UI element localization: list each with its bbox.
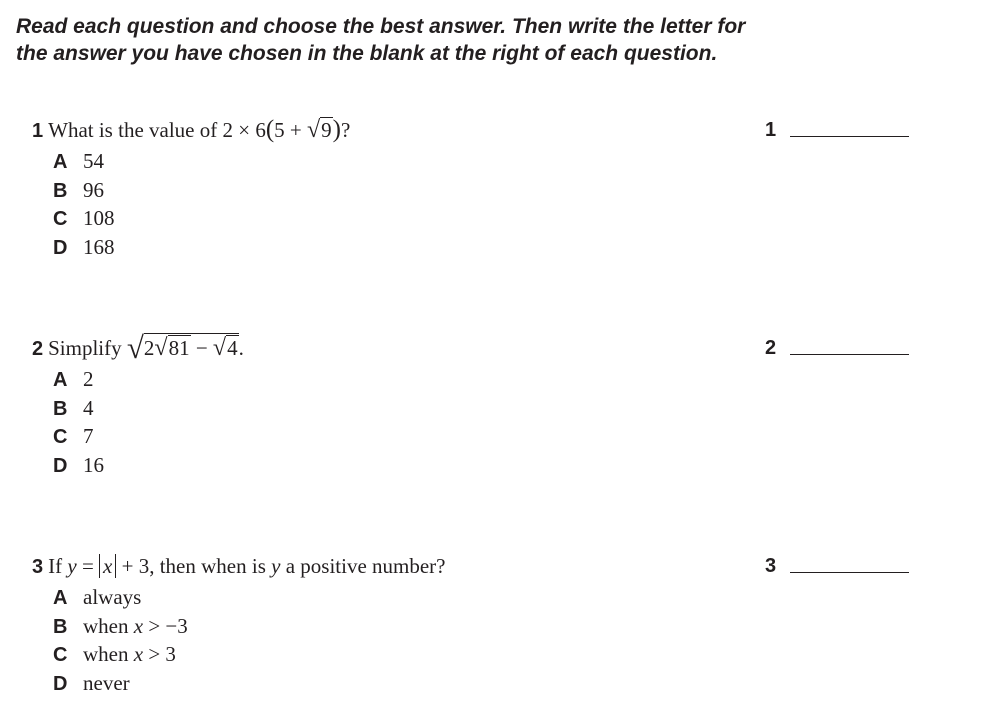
choice-b [53, 176, 115, 205]
choice-a [53, 365, 104, 394]
choice-letter: A [53, 369, 68, 391]
choice-d [53, 233, 115, 262]
choice-text: 16 [83, 453, 104, 478]
coefficient: 2 [143, 336, 155, 360]
choice-c [53, 204, 115, 233]
choice-text: 4 [83, 395, 94, 420]
answer-blank[interactable] [790, 572, 909, 573]
choice-text: 7 [83, 424, 94, 449]
stem-text: + 3, then when is [116, 554, 272, 578]
equals-sign: = [76, 554, 100, 578]
choice-text: 168 [83, 235, 115, 260]
outer-radicand [144, 333, 239, 360]
choice-c [53, 422, 104, 451]
choice-b [53, 394, 104, 423]
question-stem [32, 551, 446, 581]
expression: 5 + [274, 118, 307, 142]
choice-a [53, 583, 188, 612]
answer-number: 2 [765, 337, 777, 359]
choice-a [53, 147, 115, 176]
choice-letter: A [53, 151, 68, 173]
square-root [154, 333, 190, 363]
answer-choices [53, 583, 188, 698]
choice-text: always [83, 585, 142, 609]
choice-letter: B [53, 179, 68, 202]
answer-blank[interactable] [790, 354, 909, 355]
radical-sign: √ [212, 335, 227, 361]
question-stem [32, 330, 244, 365]
radicand: 81 [168, 336, 190, 360]
outer-radical-sign: √ [126, 330, 144, 365]
square-root [213, 333, 239, 363]
stem-text: If [48, 554, 68, 578]
square-root [307, 115, 333, 145]
choice-letter: C [53, 208, 68, 231]
choice-letter: C [53, 644, 68, 667]
variable: x [103, 554, 113, 578]
choice-text: 54 [83, 149, 104, 173]
answer-choices [53, 147, 115, 262]
choice-b [53, 612, 188, 641]
variable: y [67, 554, 77, 578]
choice-letter: C [53, 426, 68, 449]
expression: 2 × 6 [222, 118, 266, 142]
radicand: 9 [321, 118, 332, 142]
choice-text: 96 [83, 177, 104, 202]
choice-d [53, 669, 188, 698]
choice-letter: A [53, 587, 68, 609]
choice-text: 108 [83, 206, 115, 231]
choice-d [53, 451, 104, 480]
choice-text: 2 [83, 367, 94, 391]
choice-letter: B [53, 397, 68, 420]
variable: x [133, 642, 144, 667]
choice-letter: B [53, 615, 68, 638]
choice-text: never [83, 671, 130, 696]
radical-sign: √ [307, 117, 321, 143]
paren-close: ) [332, 116, 341, 143]
minus-sign: − [190, 336, 213, 360]
question-number: 2 [32, 338, 44, 360]
stem-text: Simplify [48, 336, 127, 360]
radicand: 4 [227, 336, 238, 360]
choice-text: > 3 [143, 642, 176, 667]
choice-text: when [83, 613, 134, 638]
choice-c [53, 640, 188, 669]
question-number: 1 [32, 120, 44, 142]
absolute-value [99, 554, 116, 578]
instructions: Read each question and choose the best answer. Then write the letter for the answer you have chosen in the blank at the right of each question. [16, 15, 746, 65]
question-number: 3 [32, 556, 44, 578]
choice-letter: D [53, 455, 68, 478]
choice-letter: D [53, 673, 68, 696]
radical-sign: √ [154, 335, 168, 361]
choice-text: > −3 [143, 613, 188, 638]
variable: y [271, 554, 281, 578]
choice-letter: D [53, 237, 68, 260]
question-stem [32, 115, 350, 145]
stem-suffix: a positive number? [280, 554, 446, 578]
variable: x [133, 613, 144, 638]
answer-number: 1 [765, 119, 777, 141]
stem-text: What is the value of [48, 118, 223, 142]
paren-open: ( [265, 116, 275, 143]
answer-blank[interactable] [790, 136, 909, 137]
choice-text: when [83, 642, 134, 667]
answer-choices [53, 365, 104, 480]
stem-suffix: . [238, 336, 244, 360]
answer-number: 3 [765, 555, 777, 577]
stem-suffix: ? [341, 118, 351, 142]
